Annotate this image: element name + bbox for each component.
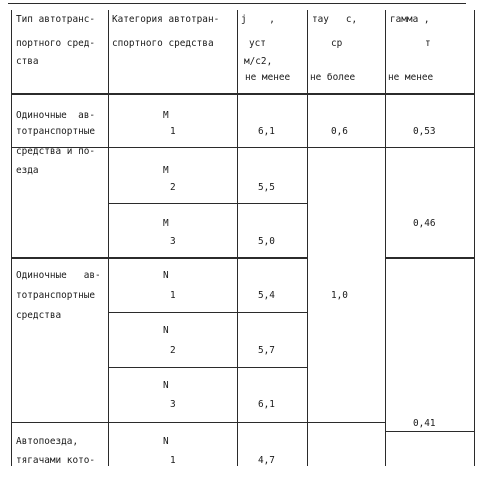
category-letter: M bbox=[163, 165, 169, 176]
group2-type-line2: тотранспортные bbox=[16, 290, 96, 301]
category-number: 3 bbox=[170, 236, 176, 247]
j-value: 4,7 bbox=[258, 455, 275, 466]
header-col1-line3: ства bbox=[16, 56, 39, 67]
group-rule-2-tau bbox=[307, 422, 385, 423]
category-number: 1 bbox=[170, 290, 176, 301]
row-rule-n1 bbox=[108, 312, 308, 313]
header-col4-line1: тау с, bbox=[312, 14, 358, 25]
gamma-value: 0,53 bbox=[413, 126, 436, 137]
tau-value: 1,0 bbox=[331, 290, 348, 301]
category-letter: N bbox=[163, 436, 169, 447]
group1-type-line1: Одиночные ав- bbox=[16, 110, 96, 121]
gamma-value: 0,41 bbox=[413, 418, 436, 429]
header-col4-line2: ср bbox=[331, 38, 343, 49]
j-value: 6,1 bbox=[258, 126, 275, 137]
j-value: 6,1 bbox=[258, 399, 275, 410]
column-border-right bbox=[474, 10, 475, 466]
header-col5-line2: т bbox=[425, 38, 431, 49]
tau-value: 0,6 bbox=[331, 126, 348, 137]
header-col3-line3: м/с2, bbox=[244, 56, 273, 67]
group2-type-line3: средства bbox=[16, 310, 62, 321]
category-number: 2 bbox=[170, 182, 176, 193]
group1-type-line3: средства и по- bbox=[16, 146, 96, 157]
group-rule-2-gamma bbox=[385, 431, 475, 432]
column-border-j-tau bbox=[307, 10, 308, 466]
row-rule-n2 bbox=[108, 367, 308, 368]
group1-type-line4: езда bbox=[16, 165, 39, 176]
header-col3-line2: уст bbox=[249, 38, 266, 49]
column-border-left bbox=[11, 10, 12, 466]
group3-type-line2: тягачами кото- bbox=[16, 455, 96, 466]
header-col4-line3: не более bbox=[310, 72, 356, 83]
category-letter: N bbox=[163, 380, 169, 391]
header-col3-line1: j , bbox=[241, 14, 275, 25]
category-number: 3 bbox=[170, 399, 176, 410]
j-value: 5,5 bbox=[258, 182, 275, 193]
group2-type-line1: Одиночные ав- bbox=[16, 270, 101, 281]
row-rule-m2 bbox=[108, 203, 308, 204]
category-number: 1 bbox=[170, 126, 176, 137]
gamma-value: 0,46 bbox=[413, 218, 436, 229]
group-rule-2 bbox=[11, 422, 308, 423]
group-rule-1-gamma bbox=[385, 257, 475, 259]
column-border-category-j bbox=[237, 10, 238, 466]
j-value: 5,4 bbox=[258, 290, 275, 301]
group1-type-line2: тотранспортные bbox=[16, 126, 96, 137]
header-bottom-rule bbox=[11, 93, 475, 95]
header-col5-line3: не менее bbox=[388, 72, 434, 83]
group3-type-line1: Автопоезда, bbox=[16, 436, 79, 447]
category-letter: M bbox=[163, 110, 169, 121]
header-col3-line4: не менее bbox=[245, 72, 291, 83]
j-value: 5,7 bbox=[258, 345, 275, 356]
table-top-rule bbox=[8, 3, 466, 4]
group-rule-1 bbox=[11, 257, 308, 259]
header-col1-line1: Тип автотранс- bbox=[16, 14, 96, 25]
header-col5-line1: гамма , bbox=[390, 14, 430, 25]
j-value: 5,0 bbox=[258, 236, 275, 247]
category-letter: M bbox=[163, 218, 169, 229]
header-col2-line2: спортного средства bbox=[112, 38, 214, 49]
header-col2-line1: Категория автотран- bbox=[112, 14, 220, 25]
header-col1-line2: портного сред- bbox=[16, 38, 96, 49]
column-border-tau-gamma bbox=[385, 10, 386, 466]
category-number: 1 bbox=[170, 455, 176, 466]
category-number: 2 bbox=[170, 345, 176, 356]
column-border-type-category bbox=[108, 10, 109, 466]
category-letter: N bbox=[163, 325, 169, 336]
category-letter: N bbox=[163, 270, 169, 281]
